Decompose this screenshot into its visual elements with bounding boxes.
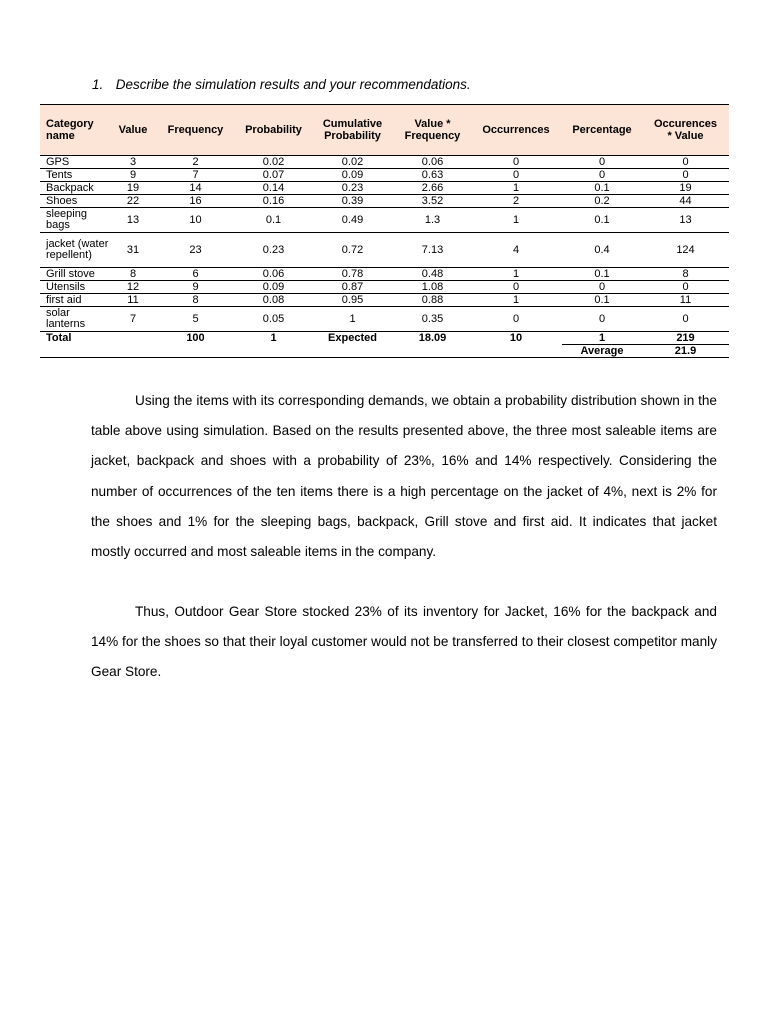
- cell-cumulative: 0.87: [310, 281, 395, 294]
- cell-value: 8: [112, 268, 154, 281]
- simulation-table: [40, 104, 729, 358]
- cell-value-frequency: 0.88: [395, 294, 470, 307]
- table-row: [40, 281, 729, 294]
- question-text: Describe the simulation results and your recommendations.: [115, 77, 471, 92]
- cell-occurrences-value: 0: [642, 156, 729, 169]
- cell-probability: 0.23: [237, 233, 310, 268]
- header-value: Value: [112, 105, 154, 156]
- table-row: [40, 156, 729, 169]
- paragraph-results: Using the items with its corresponding demands, we obtain a probability distribution shown in the table above using simulation. Based on the results presented above, the three most saleable items are jacket, backpack and shoes with a probability of 23%, 16% and 14% respectively. Considering the number of occurrences of the ten items there is a high percentage on the jacket of 4%, next is 2% for the shoes and 1% for the sleeping bags, backpack, Grill stove and first aid. It indicates that jacket mostly occurred and most saleable items in the company.: [91, 393, 717, 560]
- cell-category: Tents: [40, 169, 112, 182]
- cell-cumulative: 0.78: [310, 268, 395, 281]
- total-percentage: 1: [562, 332, 642, 345]
- cell-occurrences-value: 0: [642, 169, 729, 182]
- cell-probability: 0.05: [237, 307, 310, 332]
- cell-value: 12: [112, 281, 154, 294]
- cell-value-frequency: 1.08: [395, 281, 470, 294]
- total-probability: 1: [270, 331, 277, 344]
- table-row: [40, 294, 729, 307]
- cell-occurrences: 1: [470, 208, 562, 233]
- cell-category: sleeping bags: [40, 208, 112, 233]
- cell-occurrences: 0: [470, 169, 562, 182]
- cell-value-frequency: 7.13: [395, 233, 470, 268]
- cell-occurrences: 0: [470, 156, 562, 169]
- cell-occurrences-value: 11: [642, 294, 729, 307]
- cell-frequency: 16: [154, 195, 237, 208]
- cell-value: 11: [112, 294, 154, 307]
- average-label: Average: [562, 345, 642, 358]
- cell-value-frequency: 0.63: [395, 169, 470, 182]
- cell-value: 7: [112, 307, 154, 332]
- total-cumulative: Expected: [328, 331, 377, 344]
- cell-category: jacket (water repellent): [40, 233, 112, 268]
- cell-probability: 0.1: [237, 208, 310, 233]
- question-heading: [92, 77, 471, 92]
- total-label: Total: [46, 331, 72, 344]
- cell-occurrences: 0: [470, 307, 562, 332]
- cell-cumulative: 0.72: [310, 233, 395, 268]
- cell-percentage: 0.1: [562, 294, 642, 307]
- cell-occurrences: 1: [470, 182, 562, 195]
- cell-percentage: 0.1: [562, 208, 642, 233]
- total-value: [112, 332, 154, 345]
- cell-value: 22: [112, 195, 154, 208]
- cell-probability: 0.07: [237, 169, 310, 182]
- cell-cumulative: 0.09: [310, 169, 395, 182]
- cell-cumulative: 0.95: [310, 294, 395, 307]
- cell-category: solar lanterns: [40, 307, 112, 332]
- cell-value-frequency: 2.66: [395, 182, 470, 195]
- cell-cumulative: 1: [310, 307, 395, 332]
- cell-category: GPS: [40, 156, 112, 169]
- cell-occurrences: 1: [470, 268, 562, 281]
- cell-value: 3: [112, 156, 154, 169]
- cell-category: Utensils: [40, 281, 112, 294]
- cell-probability: 0.06: [237, 268, 310, 281]
- cell-frequency: 8: [154, 294, 237, 307]
- table-row: [40, 233, 729, 268]
- header-value-frequency: Value * Frequency: [395, 105, 470, 156]
- header-occurrences-value: Occurences * Value: [642, 105, 729, 156]
- cell-percentage: 0.4: [562, 233, 642, 268]
- cell-occurrences-value: 13: [642, 208, 729, 233]
- average-row: [40, 345, 729, 358]
- total-occurrences: 10: [509, 331, 523, 344]
- cell-value-frequency: 1.3: [395, 208, 470, 233]
- header-occurrences: Occurrences: [470, 105, 562, 156]
- question-number: 1.: [92, 77, 104, 92]
- cell-occurrences: 2: [470, 195, 562, 208]
- cell-frequency: 2: [154, 156, 237, 169]
- cell-probability: 0.09: [237, 281, 310, 294]
- cell-occurrences-value: 19: [642, 182, 729, 195]
- total-row: [40, 332, 729, 345]
- cell-percentage: 0: [562, 169, 642, 182]
- cell-probability: 0.02: [237, 156, 310, 169]
- table-row: [40, 208, 729, 233]
- average-value: 21.9: [642, 345, 729, 358]
- cell-value-frequency: 0.48: [395, 268, 470, 281]
- cell-occurrences-value: 8: [642, 268, 729, 281]
- cell-percentage: 0.2: [562, 195, 642, 208]
- cell-frequency: 9: [154, 281, 237, 294]
- cell-category: first aid: [40, 294, 112, 307]
- cell-cumulative: 0.49: [310, 208, 395, 233]
- table-row: [40, 307, 729, 332]
- header-cumulative: Cumulative Probability: [310, 105, 395, 156]
- cell-percentage: 0.1: [562, 182, 642, 195]
- cell-frequency: 10: [154, 208, 237, 233]
- cell-occurrences: 1: [470, 294, 562, 307]
- cell-frequency: 14: [154, 182, 237, 195]
- header-frequency: Frequency: [154, 105, 237, 156]
- cell-value: 9: [112, 169, 154, 182]
- cell-value: 31: [112, 233, 154, 268]
- cell-percentage: 0: [562, 156, 642, 169]
- total-occurrences-value: 219: [642, 332, 729, 345]
- cell-category: Shoes: [40, 195, 112, 208]
- table-row: [40, 268, 729, 281]
- table-row: [40, 195, 729, 208]
- cell-probability: 0.16: [237, 195, 310, 208]
- table-header-row: [40, 105, 729, 156]
- header-percentage: Percentage: [562, 105, 642, 156]
- cell-frequency: 23: [154, 233, 237, 268]
- cell-percentage: 0: [562, 307, 642, 332]
- cell-cumulative: 0.39: [310, 195, 395, 208]
- cell-frequency: 7: [154, 169, 237, 182]
- cell-value-frequency: 0.35: [395, 307, 470, 332]
- cell-value: 19: [112, 182, 154, 195]
- header-category: Category name: [40, 105, 112, 156]
- cell-occurrences-value: 124: [642, 233, 729, 268]
- cell-category: Grill stove: [40, 268, 112, 281]
- cell-percentage: 0: [562, 281, 642, 294]
- cell-probability: 0.08: [237, 294, 310, 307]
- cell-value-frequency: 0.06: [395, 156, 470, 169]
- cell-occurrences-value: 0: [642, 281, 729, 294]
- total-frequency: 100: [186, 331, 205, 344]
- cell-probability: 0.14: [237, 182, 310, 195]
- table-row: [40, 182, 729, 195]
- cell-occurrences: 0: [470, 281, 562, 294]
- cell-category: Backpack: [40, 182, 112, 195]
- paragraph-recommendation: Thus, Outdoor Gear Store stocked 23% of its inventory for Jacket, 16% for the backpack and 14% for the shoes so that their loyal customer would not be transferred to their closest competitor manly Gear Store.: [91, 604, 717, 680]
- cell-occurrences-value: 0: [642, 307, 729, 332]
- cell-value: 13: [112, 208, 154, 233]
- cell-frequency: 6: [154, 268, 237, 281]
- cell-cumulative: 0.02: [310, 156, 395, 169]
- cell-percentage: 0.1: [562, 268, 642, 281]
- cell-frequency: 5: [154, 307, 237, 332]
- cell-value-frequency: 3.52: [395, 195, 470, 208]
- cell-cumulative: 0.23: [310, 182, 395, 195]
- table-row: [40, 169, 729, 182]
- cell-occurrences: 4: [470, 233, 562, 268]
- total-value-frequency: 18.09: [418, 331, 447, 344]
- cell-occurrences-value: 44: [642, 195, 729, 208]
- header-probability: Probability: [237, 105, 310, 156]
